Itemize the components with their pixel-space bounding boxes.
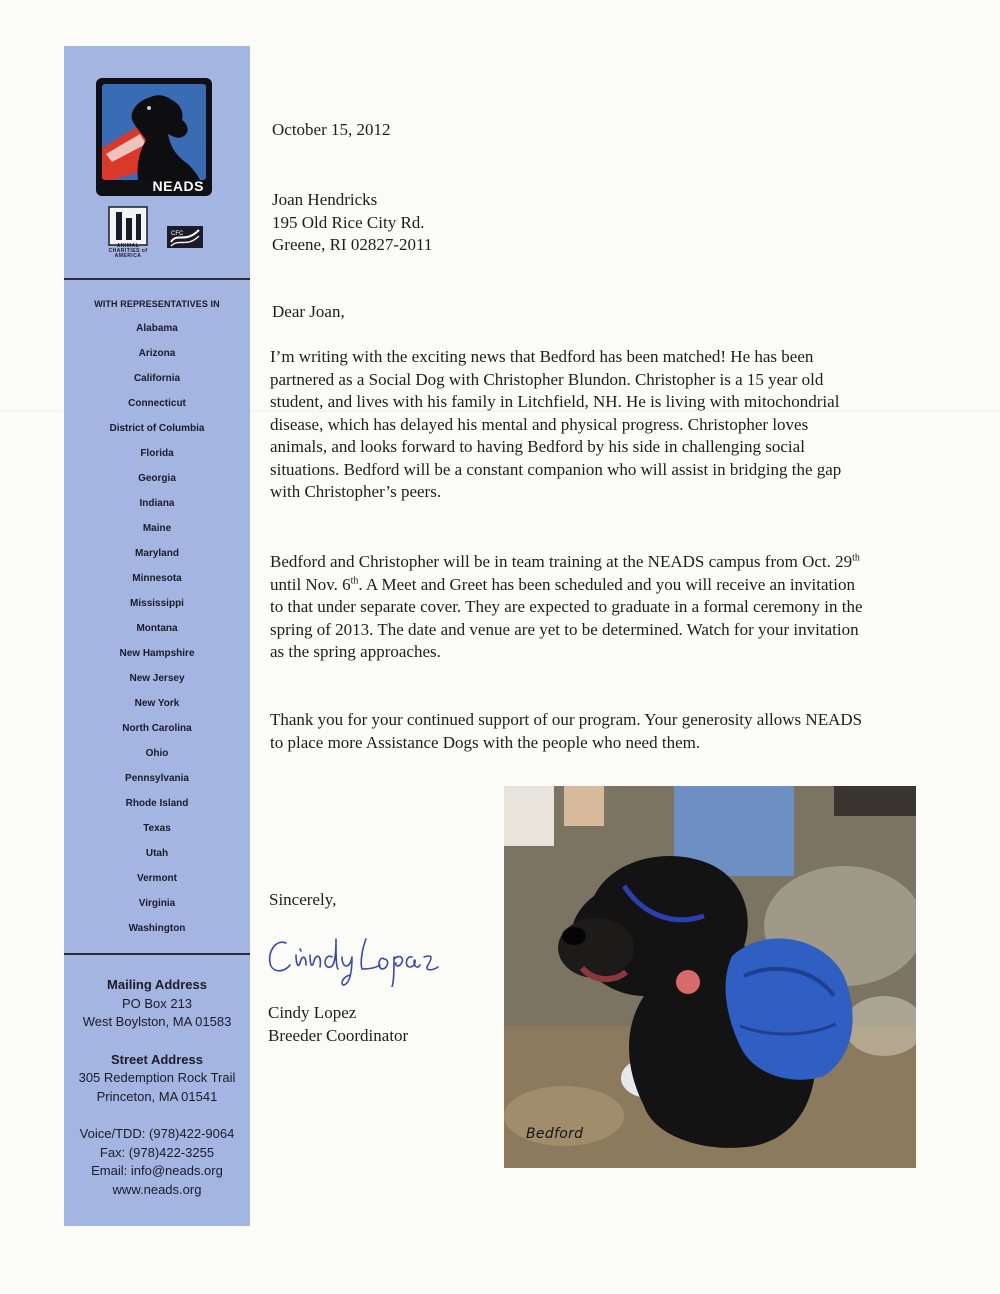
street-address-heading: Street Address (111, 1051, 203, 1067)
bedford-dog-image (504, 786, 916, 1168)
state-item: New York (134, 698, 180, 709)
state-item: Rhode Island (125, 798, 189, 809)
signer-block (268, 1002, 408, 1047)
state-item: Washington (128, 923, 186, 934)
mailing-address-heading: Mailing Address (107, 977, 207, 992)
neads-logo (96, 78, 212, 196)
state-item: Arizona (138, 348, 176, 359)
mailing-address-line: PO Box 213 (121, 995, 193, 1011)
state-item: Alabama (136, 323, 178, 334)
mailing-address-line: West Boylston, MA 01583 (82, 1014, 232, 1029)
state-item: Indiana (139, 498, 175, 509)
contact-block (64, 976, 250, 1199)
state-item: Virginia (138, 898, 176, 909)
state-item: Minnesota (132, 573, 182, 584)
state-item: Mississippi (130, 598, 184, 609)
recipient-name: Joan Hendricks (272, 190, 378, 209)
sidebar-divider (64, 953, 250, 955)
logo-wordmark: NEADS (152, 178, 204, 194)
body-paragraph: Thank you for your continued support of our program. Your generosity allows NEADS to place more Assistance Dogs with the people who need them. (270, 710, 863, 752)
state-item: North Carolina (122, 723, 192, 734)
state-item: Montana (136, 623, 178, 634)
representatives-heading: WITH REPRESENTATIVES IN (94, 299, 220, 309)
state-item: Georgia (138, 473, 176, 484)
salutation: Dear Joan, (272, 302, 345, 321)
state-item: Pennsylvania (125, 773, 189, 784)
body-paragraph: Bedford and Christopher will be in team training at the NEADS campus from Oct. 29th until Nov. 6th. A Meet and Greet has been scheduled and you will receive an invitation to that under separate cover. They are expected to graduate in a formal ceremony in the spring of 2013. The date and venue are yet to be determined. Watch for your invitation as the spring approaches. (270, 552, 863, 661)
state-item: New Jersey (129, 673, 185, 684)
animal-charities-badge-text: ANIMAL CHARITIES of AMERICA (108, 243, 148, 259)
state-item: Florida (140, 448, 174, 459)
states-list (64, 323, 250, 948)
body-paragraph: I’m writing with the exciting news that Bedford has been matched! He has been partnered as a Social Dog with Christopher Blundon. Christopher is a 15 year old student, and lives with his family in Litchfield, NH. He is living with mitochondrial disease, which has delayed his mental and physical progress. Christopher loves animals, and looks forward to having Bedford by his side in challenging social situations. Bedford will be a constant companion who will assist in bridging the gap with Christopher’s peers. (270, 347, 842, 501)
state-item: California (133, 373, 181, 384)
state-item: Maryland (135, 548, 179, 559)
state-item: Vermont (136, 873, 177, 884)
state-item: Utah (145, 848, 169, 859)
photo-caption: Bedford (526, 1126, 584, 1142)
recipient-address (272, 189, 432, 257)
dog-photo (504, 786, 916, 1168)
street-address-line: Princeton, MA 01541 (96, 1088, 218, 1104)
handwritten-signature (262, 925, 452, 987)
fax-number: Fax: (978)422-3255 (99, 1144, 215, 1160)
street-address-line: 305 Redemption Rock Trail (78, 1070, 236, 1085)
recipient-city: Greene, RI 02827-2011 (272, 235, 433, 254)
state-item: Texas (143, 823, 171, 834)
letterhead-sidebar (64, 46, 250, 1226)
cfc-badge-text: CFC (171, 231, 184, 237)
state-item: District of Columbia (109, 423, 205, 434)
state-item: New Hampshire (119, 648, 195, 659)
closing: Sincerely, (269, 890, 337, 909)
signer-title: Breeder Coordinator (268, 1025, 409, 1045)
letter-date: October 15, 2012 (272, 120, 391, 139)
state-item: Maine (142, 523, 172, 534)
cfc-badge-icon (167, 226, 203, 248)
email-address: Email: info@neads.org (91, 1163, 223, 1178)
sidebar-divider (64, 278, 250, 280)
signer-name: Cindy Lopez (268, 1003, 357, 1022)
voice-number: Voice/TDD: (978)422-9064 (79, 1126, 235, 1141)
recipient-street: 195 Old Rice City Rd. (272, 212, 425, 232)
state-item: Ohio (145, 748, 169, 759)
dog-icon (102, 84, 206, 180)
website: www.neads.org (112, 1181, 202, 1197)
state-item: Connecticut (128, 398, 186, 409)
